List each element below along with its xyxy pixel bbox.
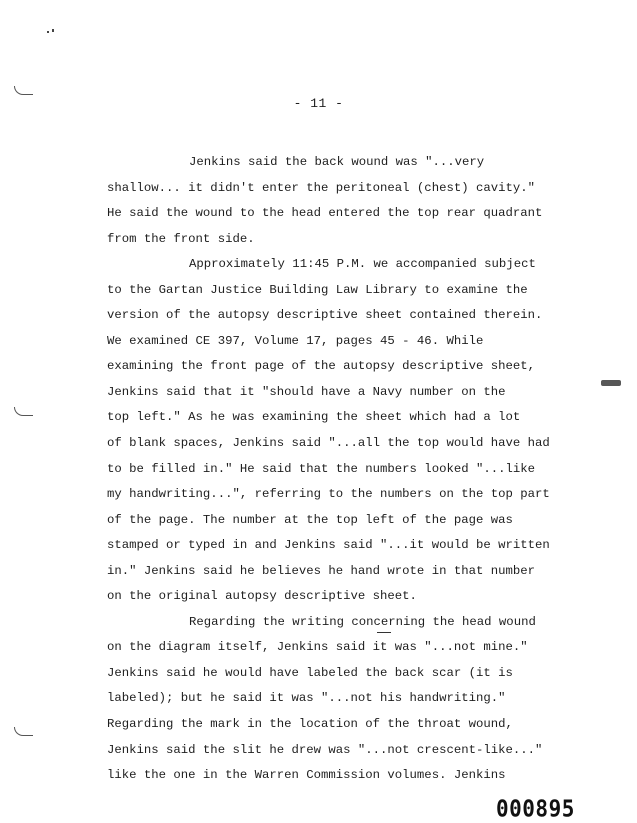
page-number: - 11 - bbox=[293, 96, 344, 111]
scan-speck bbox=[47, 31, 49, 33]
binder-mark bbox=[14, 727, 33, 736]
text-line: top left." As he was examining the sheet which had a lot bbox=[107, 410, 521, 425]
text-line: from the front side. bbox=[107, 231, 255, 246]
text-line: my handwriting...", referring to the numbers on the top part bbox=[107, 487, 550, 502]
scan-speck bbox=[52, 29, 54, 32]
text-line: of blank spaces, Jenkins said "...all the top would have had bbox=[107, 436, 550, 451]
text-line: Jenkins said he would have labeled the back scar (it is bbox=[107, 665, 513, 680]
text-line: like the one in the Warren Commission volumes. Jenkins bbox=[107, 768, 506, 783]
text-line: on the original autopsy descriptive sheet. bbox=[107, 589, 417, 604]
text-line: examining the front page of the autopsy descriptive sheet, bbox=[107, 359, 536, 374]
text-line: on the diagram itself, Jenkins said it was "...not mine." bbox=[107, 640, 528, 655]
text-line: shallow... it didn't enter the peritoneal (chest) cavity." bbox=[107, 180, 536, 195]
text-line: Jenkins said that it "should have a Navy number on the bbox=[107, 384, 506, 399]
text-line: Regarding the mark in the location of the throat wound, bbox=[107, 717, 513, 732]
text-line: We examined CE 397, Volume 17, pages 45 - 46. While bbox=[107, 333, 484, 348]
text-line: Jenkins said the back wound was "...very bbox=[189, 155, 485, 169]
text-line: of the page. The number at the top left of the page was bbox=[107, 512, 513, 527]
text-line: Regarding the writing concerning the head wound bbox=[189, 614, 536, 629]
text-line: to the Gartan Justice Building Law Library to examine the bbox=[107, 282, 528, 297]
binder-mark bbox=[14, 86, 33, 95]
scan-smudge bbox=[601, 380, 621, 386]
text-line: He said the wound to the head entered the top rear quadrant bbox=[107, 206, 543, 221]
text-line: in." Jenkins said he believes he hand wrote in that number bbox=[107, 563, 536, 578]
document-body bbox=[107, 150, 567, 789]
text-line: Approximately 11:45 P.M. we accompanied subject bbox=[189, 257, 536, 272]
text-line: to be filled in." He said that the numbers looked "...like bbox=[107, 461, 536, 476]
document-id-stamp: 000895 bbox=[496, 795, 575, 822]
text-line: labeled); but he said it was "...not his handwriting." bbox=[107, 691, 506, 706]
binder-mark bbox=[14, 407, 33, 416]
text-line: version of the autopsy descriptive sheet contained therein. bbox=[107, 308, 543, 323]
text-line: stamped or typed in and Jenkins said "...it would be written bbox=[107, 538, 550, 553]
text-line: Jenkins said the slit he drew was "...not crescent-like..." bbox=[107, 742, 543, 757]
handwritten-overmark bbox=[377, 632, 391, 633]
